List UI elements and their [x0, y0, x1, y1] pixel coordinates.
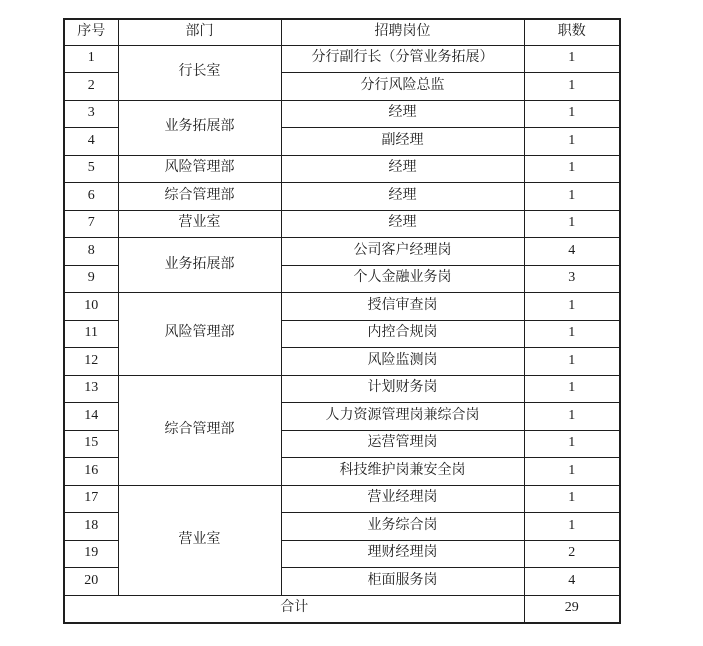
count-cell: 1	[524, 513, 620, 541]
total-label: 合计	[64, 595, 524, 623]
count-cell: 1	[524, 183, 620, 211]
position-cell: 柜面服务岗	[281, 568, 524, 596]
department-cell: 综合管理部	[118, 183, 281, 211]
recruitment-table	[63, 18, 621, 624]
count-cell: 1	[524, 458, 620, 486]
count-cell: 1	[524, 348, 620, 376]
department-cell: 营业室	[118, 485, 281, 595]
position-cell: 运营管理岗	[281, 430, 524, 458]
total-value: 29	[524, 595, 620, 623]
table-row	[64, 485, 620, 513]
position-cell: 计划财务岗	[281, 375, 524, 403]
table-row	[64, 155, 620, 183]
table-row	[64, 100, 620, 128]
table-row	[64, 45, 620, 73]
count-cell: 1	[524, 210, 620, 238]
row-number-cell: 1	[64, 45, 118, 73]
position-cell: 科技维护岗兼安全岗	[281, 458, 524, 486]
position-cell: 人力资源管理岗兼综合岗	[281, 403, 524, 431]
department-cell: 行长室	[118, 45, 281, 100]
row-number-cell: 5	[64, 155, 118, 183]
row-number-cell: 19	[64, 540, 118, 568]
department-cell: 业务拓展部	[118, 100, 281, 155]
row-number-cell: 13	[64, 375, 118, 403]
position-cell: 公司客户经理岗	[281, 238, 524, 266]
row-number-cell: 12	[64, 348, 118, 376]
position-cell: 业务综合岗	[281, 513, 524, 541]
position-cell: 经理	[281, 155, 524, 183]
table-row	[64, 183, 620, 211]
row-number-cell: 18	[64, 513, 118, 541]
department-cell: 业务拓展部	[118, 238, 281, 293]
count-cell: 1	[524, 155, 620, 183]
count-cell: 1	[524, 485, 620, 513]
position-cell: 营业经理岗	[281, 485, 524, 513]
header-row	[64, 19, 620, 45]
count-cell: 3	[524, 265, 620, 293]
row-number-cell: 14	[64, 403, 118, 431]
row-number-cell: 2	[64, 73, 118, 101]
count-cell: 1	[524, 45, 620, 73]
row-number-cell: 20	[64, 568, 118, 596]
total-row	[64, 595, 620, 623]
row-number-cell: 7	[64, 210, 118, 238]
row-number-cell: 6	[64, 183, 118, 211]
count-cell: 4	[524, 238, 620, 266]
department-cell: 综合管理部	[118, 375, 281, 485]
position-cell: 内控合规岗	[281, 320, 524, 348]
position-cell: 分行风险总监	[281, 73, 524, 101]
position-cell: 经理	[281, 183, 524, 211]
position-cell: 授信审查岗	[281, 293, 524, 321]
row-number-cell: 17	[64, 485, 118, 513]
position-cell: 个人金融业务岗	[281, 265, 524, 293]
table-body	[64, 45, 620, 595]
row-number-cell: 16	[64, 458, 118, 486]
count-cell: 2	[524, 540, 620, 568]
col-header-no: 序号	[64, 19, 118, 45]
count-cell: 4	[524, 568, 620, 596]
count-cell: 1	[524, 100, 620, 128]
position-cell: 风险监测岗	[281, 348, 524, 376]
table-row	[64, 293, 620, 321]
count-cell: 1	[524, 403, 620, 431]
row-number-cell: 8	[64, 238, 118, 266]
count-cell: 1	[524, 293, 620, 321]
col-header-count: 职数	[524, 19, 620, 45]
position-cell: 经理	[281, 210, 524, 238]
col-header-position: 招聘岗位	[281, 19, 524, 45]
count-cell: 1	[524, 73, 620, 101]
position-cell: 理财经理岗	[281, 540, 524, 568]
count-cell: 1	[524, 128, 620, 156]
row-number-cell: 10	[64, 293, 118, 321]
row-number-cell: 15	[64, 430, 118, 458]
position-cell: 副经理	[281, 128, 524, 156]
position-cell: 分行副行长（分管业务拓展）	[281, 45, 524, 73]
table-row	[64, 238, 620, 266]
row-number-cell: 3	[64, 100, 118, 128]
col-header-department: 部门	[118, 19, 281, 45]
count-cell: 1	[524, 375, 620, 403]
department-cell: 风险管理部	[118, 293, 281, 376]
table-row	[64, 210, 620, 238]
row-number-cell: 11	[64, 320, 118, 348]
count-cell: 1	[524, 320, 620, 348]
count-cell: 1	[524, 430, 620, 458]
table-row	[64, 375, 620, 403]
department-cell: 风险管理部	[118, 155, 281, 183]
row-number-cell: 9	[64, 265, 118, 293]
position-cell: 经理	[281, 100, 524, 128]
department-cell: 营业室	[118, 210, 281, 238]
row-number-cell: 4	[64, 128, 118, 156]
